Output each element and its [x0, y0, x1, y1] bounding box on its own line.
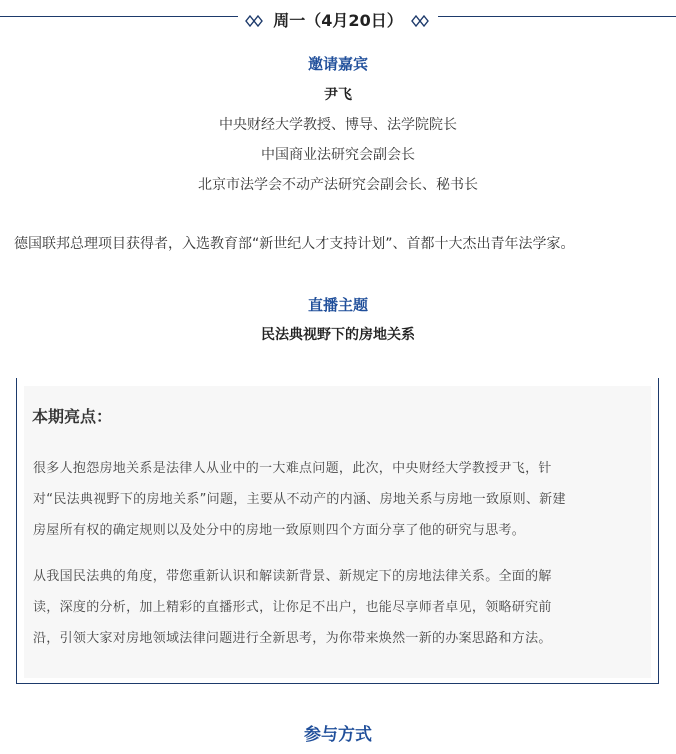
double-diamond-icon: [411, 10, 431, 34]
guest-name: 尹飞: [324, 87, 352, 103]
highlights-paragraph-1: 很多人抱怨房地关系是法律人从业中的一大难点问题，此次，中央财经大学教授尹飞，针 对“民法典视野下的房地关系”问题，主要从不动产的内涵、房地关系与房地一致原则、新建 房屋所有权的确定规则以及处分中的房地一致原则四个方面分享了他的研究与思考。: [33, 461, 566, 538]
guest-bio: 德国联邦总理项目获得者，入选教育部“新世纪人才支持计划”、首都十大杰出青年法学家。: [14, 236, 575, 252]
highlights-paragraph-2: 从我国民法典的角度，带您重新认识和解读新背景、新规定下的房地法律关系。全面的解 读，深度的分析，加上精彩的直播形式，让你足不出户，也能尽享师者卓见，领略研究前 沿，引领大家对房地领域法律问题进行全新思考，为你带来焕然一新的办案思路和方法。: [33, 569, 552, 646]
highlights-box-border-bottom: [16, 683, 659, 684]
highlights-box-border-right: [658, 378, 659, 684]
guest-title-line: 中国商业法研究会副会长: [261, 147, 415, 163]
join-section-title: 参与方式: [304, 725, 372, 745]
day-header: [0, 9, 676, 34]
topic-title: 民法典视野下的房地关系: [261, 327, 415, 343]
guest-title-line: 北京市法学会不动产法研究会副会长、秘书长: [198, 177, 478, 193]
guest-title-line: 中央财经大学教授、博导、法学院院长: [219, 117, 457, 133]
day-title: 周一（4月20日）: [273, 11, 403, 30]
highlights-box-border-left: [16, 378, 17, 684]
double-diamond-icon: [245, 10, 265, 34]
guest-section-title: 邀请嘉宾: [307, 55, 368, 73]
topic-section-title: 直播主题: [307, 296, 368, 314]
highlights-title: 本期亮点：: [32, 407, 113, 426]
